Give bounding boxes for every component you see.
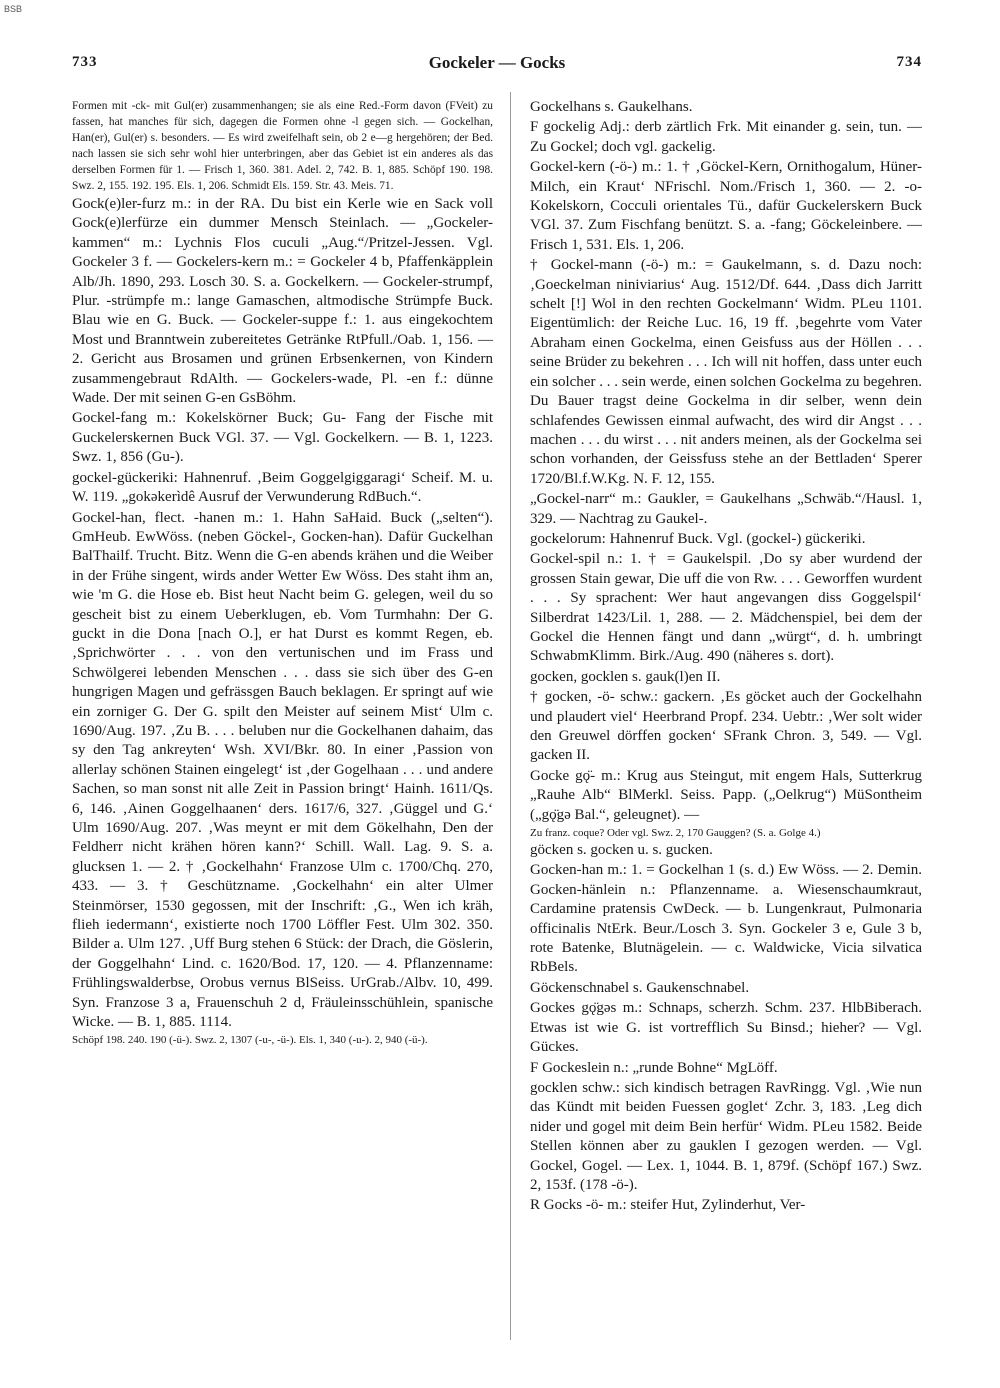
page-number-right: 734 [896,54,922,70]
dictionary-entry: gockelorum: Hahnenruf Buck. Vgl. (gockel-) gückeriki. [530,530,866,547]
dictionary-entry: Gocke gǫ̈- m.: Krug aus Steingut, mit engem Hals, Sutterkrug „Rauhe Alb“ BlMerkl. Seiss. Papp. („Oelkrug“) MüSontheim („gǫ̈gə Bal.“, geleugnet). — [530,767,922,823]
dictionary-entry: „Gockel-narr“ m.: Gaukler, = Gaukelhans „Schwäb.“/Hausl. 1, 329. — Nachtrag zu Gaukel-. [530,491,922,527]
dictionary-entry: Gockel-fang m.: Kokelskörner Buck; Gu- Fang der Fische mit Guckelerskernen Buck VGl. 37. — Vgl. Gockelkern. — B. 1, 1223. Swz. 1, 856 (Gu-). [72,410,493,466]
dictionary-entry: gocklen schw.: sich kindisch betragen RavRingg. Vgl. ‚Wie nun das Kündt mit beiden Fuessen goglet‘ Zchr. 3, 183. ‚Leg dich nider und gogel mit deim Bein herfür‘ Widm. PLeu 1582. Beide Stellen können aber zu gauklen I gezogen werden. — Vgl. Gockel, Gogel. — Lex. 1, 1044. B. 1, 879f. (Schöpf 167.) Swz. 2, 153f. (178 -ö-). [530,1079,922,1193]
dictionary-entry: Gockes gǫ̈gǝs m.: Schnaps, scherzh. Schm. 237. HlbBiberach. Etwas ist wie G. ist vortrefflich Su Binsd.; hieher? — Vgl. Gückes. [530,1000,922,1056]
dictionary-entry: Formen mit -ck- mit Gul(er) zusammenhangen; sie als eine Red.-Form davon (FVeit) zu fassen, hat manches für sich, dagegen die Formen ohne -l gegen sich. — Gockelhan, Han(er), Gul(er) s. besonders. — Es wird zweifelhaft sein, ob 2 e—g hergehören; der Bed. nach lassen sie sich sehr wohl hier unterbringen, aber das Gebiet ist ein anderes als das derselben Formen für 1. — Frisch 1, 360. 381. Adel. 2, 742. B. 1, 885. Schöpf 190. 198. Swz. 2, 155. 192. 195. Els. 1, 206. Schmidt Els. 159. Str. 43. Meis. 71. [72,100,493,192]
page-number-left: 733 [72,54,98,70]
page-header [72,54,922,80]
dictionary-entry: R Gocks -ö- m.: steifer Hut, Zylinderhut, Ver- [530,1197,806,1214]
dictionary-entry: F gockelig Adj.: derb zärtlich Frk. Mit einander g. sein, tun. — Zu Gockel; doch vgl. gackelig. [530,119,922,155]
dictionary-entry: Gockel-spil n.: 1. † = Gaukelspil. ‚Do sy aber wurdend der grossen Stain gewar, Die uff die von Rw. . . . Geworffen wurdent . . . Sy sprachent: Wer haut angevangen diss Goggelspil‘ Silberdrat 1423/Lil. 1, 288. — 2. Mädchenspiel, bei dem der Gockel die Hennen fängt und dann „würgt“, d. h. umbringt SchwabmKlimm. Birk./Aug. 490 (näheres s. dort). [530,551,922,665]
dictionary-entry: Göckenschnabel s. Gaukenschnabel. [530,979,750,996]
dictionary-entry: † gocken, -ö- schw.: gackern. ‚Es göcket auch der Gockelhahn und plaudert viel‘ Heerbrand Propf. 234. Uebtr.: ‚Wer solt wider den Greuwel dörffen gocken‘ SFrank Chron. 3, 549. — Vgl. gacken II. [530,689,922,764]
dictionary-entry: Gockelhans s. Gaukelhans. [530,99,693,115]
right-column [530,98,922,1348]
column-divider [510,92,511,1340]
dictionary-entry: Gocken-han m.: 1. = Gockelhan 1 (s. d.) Ew Wöss. — 2. Demin. Gocken-hänlein n.: Pflanzenname. a. Wiesenschaumkraut, Cardamine pratensis CwDeck. — b. Lungenkraut, Pulmonaria officinalis NtErk. Beur./Losch 3. Syn. Gockeler 3 e, Gule 3 b, rote Batenke, Blutnägelein. — c. Waldwicke, Vicia silvatica RbBels. [530,862,922,976]
left-column [72,98,493,1348]
dictionary-entry: Gock(e)ler-furz m.: in der RA. Du bist ein Kerle wie en Sack voll Gock(e)lerfürze ein dummer Mensch Steinlach. — „Gockeler-kammen“ m.: Lychnis Flos cuculi „Aug.“/Pritzel-Jessen. Vgl. Gockeler 3 f. — Gockelers-kern m.: = Gockeler 4 b, Pfaffenkäpplein Alb/Jh. 1890, 293. Losch 30. S. a. Gockelkern. — Gockeler-strumpf, Plur. -strümpfe m.: lange Gamaschen, altmodische Strümpfe Buck. Blau wie en G. Buck. — Gockeler-suppe f.: 1. aus eingekochtem Most und Branntwein zubereitetes Getränke RtPfull./Oab. 1, 156. — 2. Gericht aus Brosamen und grünen Erbsenkernen, von Kindern zusammengebraut RdAlth. — Gockelers-wade, Pl. -en f.: dünne Wade. Der mit seinen G-en GsBöhm. [72,196,493,407]
dictionary-entry: Schöpf 198. 240. 190 (-ü-). Swz. 2, 1307 (-u-, -ü-). Els. 1, 340 (-u-). 2, 940 (-ü-). [72,1034,428,1047]
dictionary-entry: gockel-gückeriki: Hahnenruf. ‚Beim Goggelgiggaragi‘ Scheif. M. u. W. 119. „gokəkerìdê Ausruf der Verwunderung RdBuch.“. [72,469,493,506]
dictionary-entry: Gockel-kern (-ö-) m.: 1. † ‚Göckel-Kern, Ornithogalum, Hüner-Milch, ein Kraut‘ NFrischl. Nom./Frisch 1, 360. — 2. -o- Kokelskorn, Cocculi orientales Tü., dafür Guckelerskern Buck VGl. 37. Zum Fischfang benützt. S. a. -fang; Göckeleinbere. — Frisch 1, 531. Els. 1, 206. [530,159,922,253]
dictionary-entry: † Gockel-mann (-ö-) m.: = Gaukelmann, s. d. Dazu noch: ‚Goeckelman niniviarius‘ Aug. 1512/Df. 644. ‚Dass dich Jarritt schelt [!] Wol in den rechten Gockelmann‘ Widm. PLeu 1101. Eigentümlich: der Reiche Luc. 16, 19 ff. ‚begehrte vom Vater Abraham einen Gockelma, einen Geisfuss aus der Höllen . . . seine Brüder zu bekehren . . . Ich will nit hoffen, dass unter euch ein solcher . . . sein werde, einen solchen Gockelma zu begehren. Du Bauer tragst deine Gockelma in dir selber, wenn dein schlafendes Gewissen einmal aufwacht, des wird dir Angst . . . machen . . . du wirst . . . nit anders meinen, als der Gockelma sei schon vorhanden, der Geissfuss stehe an der Bettladen‘ Sperer 1720/Bl.f.W.Kg. N. F. 12, 155. [530,257,922,487]
dictionary-entry: Zu franz. coque? Oder vgl. Swz. 2, 170 Gauggen? (S. a. Golge 4.) [530,827,821,840]
library-stamp: BSB [4,4,23,14]
dictionary-entry: Gockel-han, flect. -hanen m.: 1. Hahn SaHaid. Buck („selten“). GmHeub. EwWöss. (neben Göckel-, Gocken-han). Dafür Guckelhan BalThailf. Trucht. Bitz. Wenn die G-en abends krähen und die Weiber in der Frühe singent, wirds ander Wetter Ew Wöss. Des staht ihm an, wie 'm G. die Hose eb. Bist heut Nacht beim G. gelegen, weil du so gescheit bist zu einem Ueberklugen, eb. Vom Turmhahn: Der G. guckt in die Dona [nach O.], er hat Durst es kommt Regen, eb. ‚Sprichwörter . . . von den vertunischen und im Frass und Schwölgerei lebenden Menschen . . . dass sie sich über des G-en hungrigen Magen und gefrässgen Bauch beklagen. Er springt auf wie ein zorniger G. Der G. spilt den Meister auf seinem Mist‘ Ulm c. 1690/Aug. 197. ‚Zu B. . . . beluben nur die Gockelhanen dahaim, das sy den Tag ankreyten‘ Wsh. XVI/Bkr. 80. In einer ‚Passion von allerlay schönen Stainen eingelegt‘ ist ‚der Gogelhaan . . . und andere Sachen, so man sonst nit alle Zeit in Passion bringt‘ Hainh. 1611/Qs. 6, 146. ‚Ainen Goggelhaanen‘ ders. 1617/6, 327. ‚Güggel und G.‘ Ulm 1690/Aug. 207. ‚Was meynt er mit dem Gökelhahn, Den der Feldherr nicht krähen hören kann?‘ Schill. Wall. Lag. 9. S. a. glucksen 1. — 2. † ‚Gockelhahn‘ Franzose Ulm c. 1700/Chq. 270, 433. — 3. † Geschützname. ‚Gockelhahn‘ ein alter Ulmer Steinmörser, 1530 gegossen, mit der Inschrift: ‚G., Wen ich kräh, flieh iedermann‘, existierte noch 1700 Löffler Fest. Ulm 302. 350. Bilder a. Ulm 127. ‚Uff Burg stehen 6 Stück: der Drach, die Göslerin, der Goggelhahn‘ Lind. c. 1620/Bod. 17, 120. — 4. Pflanzenname: Frühlingswalderbse, Orobus vernus BlSeiss. UrGrab./Albv. 10, 499. Syn. Franzose 3 a, Frauenschuh 2 d, Fräuleinsschühlein, spanische Wicke. — B. 1, 885. 1114. [72,509,493,1031]
dictionary-entry: F Gockeslein n.: „runde Bohne“ MgLöff. [530,1059,778,1076]
running-title: Gockeler — Gocks [428,53,566,72]
dictionary-entry: gocken, gocklen s. gauk(l)en II. [530,668,721,685]
dictionary-entry: göcken s. gocken u. s. gucken. [530,842,713,859]
